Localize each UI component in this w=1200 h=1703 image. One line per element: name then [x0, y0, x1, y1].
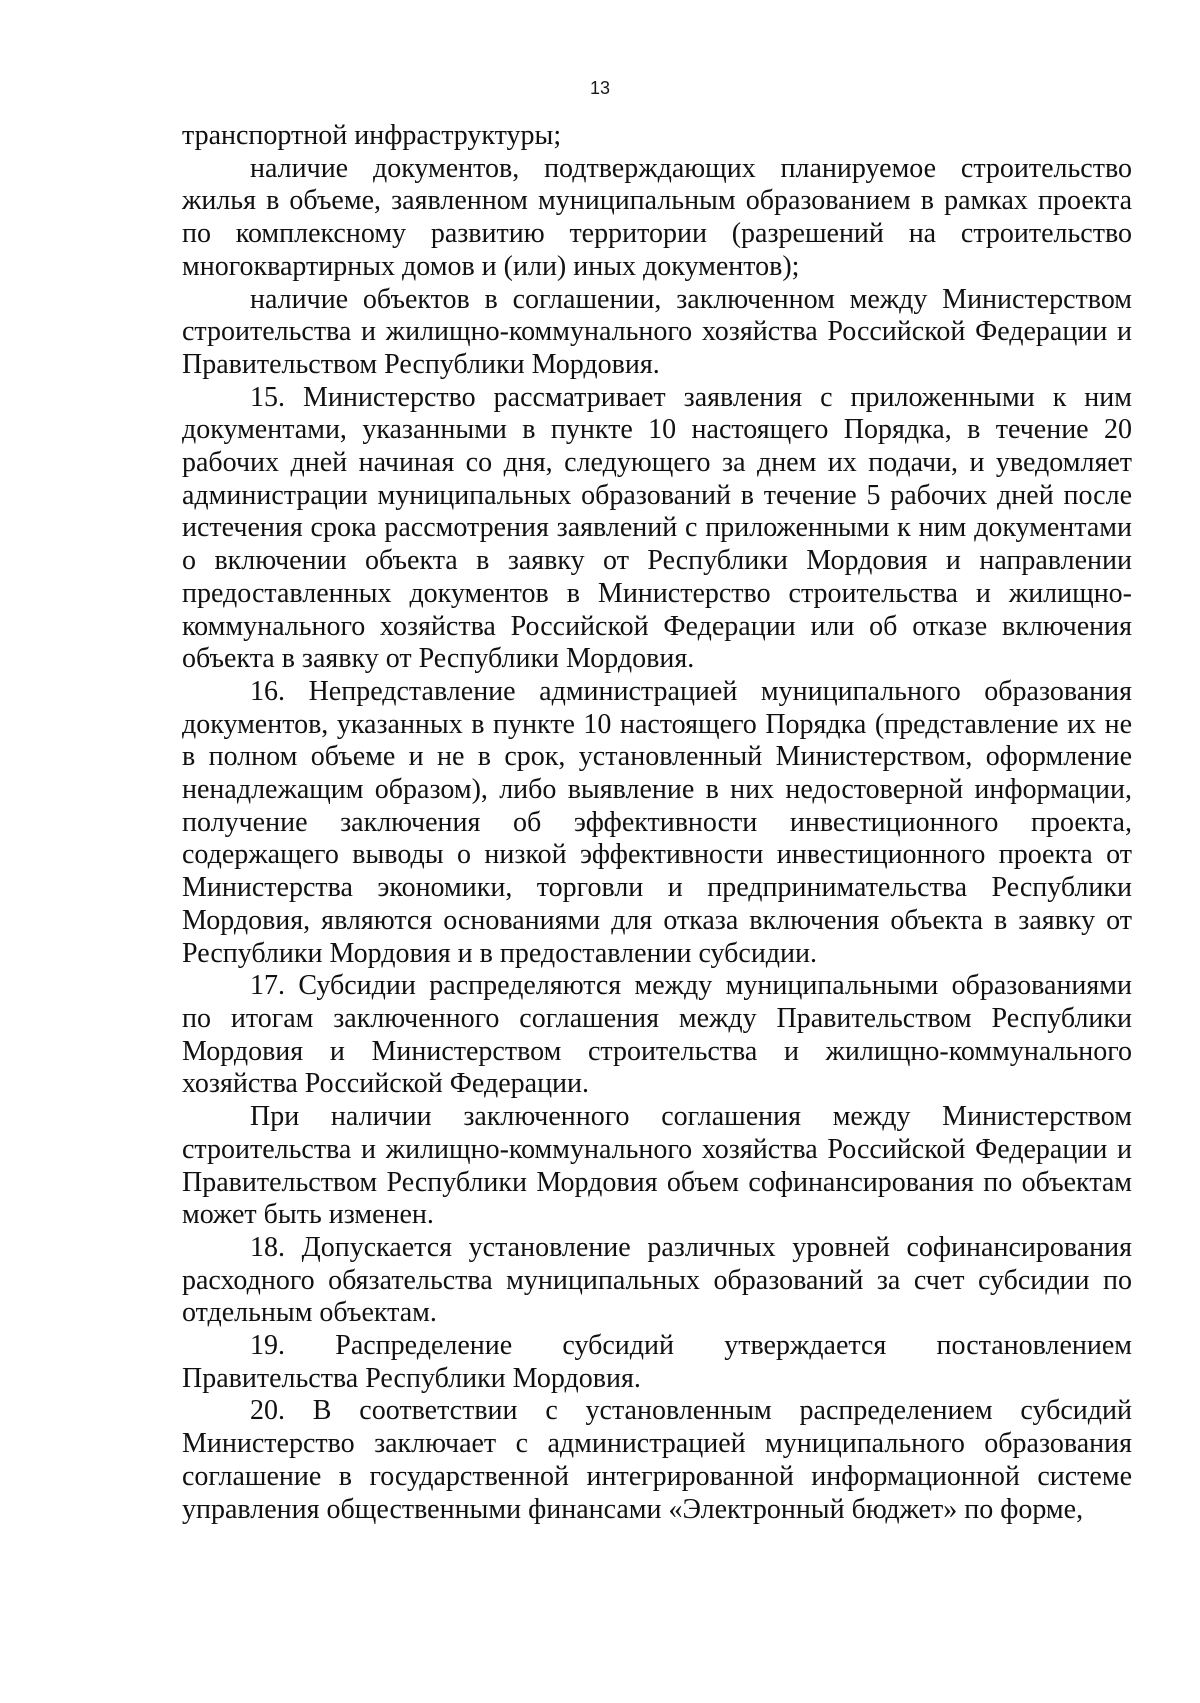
paragraph-item-16: 16. Непредставление администрацией муниципального образования документов, указанных в пункте 10 настоящего Порядка (представление их не в полном объеме и не в срок, установленный Министерством, оформление ненадлежащим образом), либо выявление в них недостоверной информации, получение заключения об эффективности инвестиционного проекта, содержащего выводы о низкой эффективности инвестиционного проекта от Министерства экономики, торговли и предпринимательства Республики Мордовия, являются основаниями для отказа включения объекта в заявку от Республики Мордовия и в предоставлении субсидии. [182, 675, 1132, 969]
paragraph-item-15: 15. Министерство рассматривает заявления с приложенными к ним документами, указанными в пункте 10 настоящего Порядка, в течение 20 рабочих дней начиная со дня, следующего за днем их подачи, и уведомляет администрации муниципальных образований в течение 5 рабочих дней после истечения срока рассмотрения заявлений с приложенными к ним документами о включении объекта в заявку от Республики Мордовия и направлении предоставленных документов в Министерство строительства и жилищно-коммунального хозяйства Российской Федерации или об отказе включения объекта в заявку от Республики Мордовия. [182, 381, 1132, 675]
paragraph-item-18: 18. Допускается установление различных уровней софинансирования расходного обязательства муниципальных образований за счет субсидии по отдельным объектам. [182, 1231, 1132, 1329]
paragraph-item-20: 20. В соответствии с установленным распределением субсидий Министерство заключает с администрацией муниципального образования соглашение в государственной интегрированной информационной системе управления общественными финансами «Электронный бюджет» по форме, [182, 1395, 1132, 1525]
document-body [182, 120, 1132, 1526]
paragraph-item-17-continued: При наличии заключенного соглашения между Министерством строительства и жилищно-коммунального хозяйства Российской Федерации и Правительством Республики Мордовия объем софинансирования по объектам может быть изменен. [182, 1101, 1132, 1231]
paragraph-item-19: 19. Распределение субсидий утверждается постановлением Правительства Республики Мордовия. [182, 1330, 1132, 1394]
page-number: 13 [589, 78, 611, 98]
paragraph-item-17: 17. Субсидии распределяются между муниципальными образованиями по итогам заключенного соглашения между Правительством Республики Мордовия и Министерством строительства и жилищно-коммунального хозяйства Российской Федерации. [182, 970, 1132, 1100]
paragraph-objects-agreement: наличие объектов в соглашении, заключенном между Министерством строительства и жилищно-коммунального хозяйства Российской Федерации и Правительством Республики Мордовия. [182, 283, 1132, 380]
paragraph-housing-documents: наличие документов, подтверждающих планируемое строительство жилья в объеме, заявленном муниципальным образованием в рамках проекта по комплексному развитию территории (разрешений на строительство многоквартирных домов и (или) иных документов); [182, 152, 1132, 282]
paragraph-continuation: транспортной инфраструктуры; [182, 120, 562, 151]
